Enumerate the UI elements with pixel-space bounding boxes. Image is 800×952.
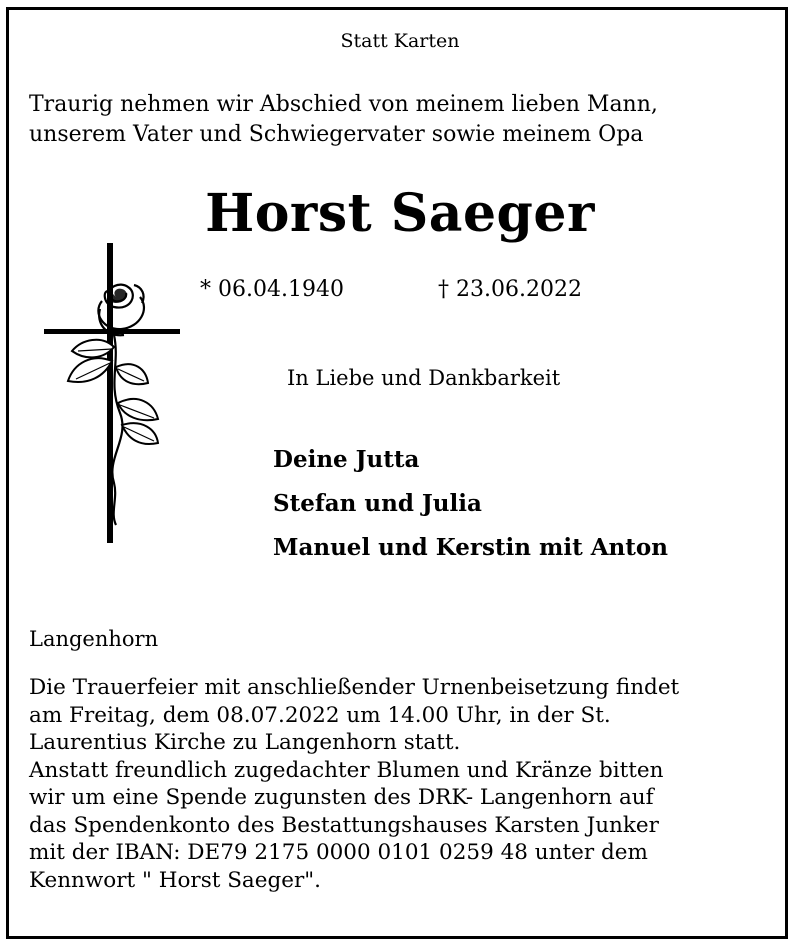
- intro-line: Traurig nehmen wir Abschied von meinem lieben Mann,: [29, 92, 658, 117]
- body-line: wir um eine Spende zugunsten des DRK- Langenhorn auf: [29, 785, 654, 810]
- body-line: Laurentius Kirche zu Langenhorn statt.: [29, 730, 461, 755]
- signer: Manuel und Kerstin mit Anton: [273, 534, 668, 561]
- body-line: Die Trauerfeier mit anschließender Urnenbeisetzung findet: [29, 675, 680, 700]
- signers-list: [273, 438, 668, 570]
- cross-with-rose-icon: [42, 243, 182, 543]
- body-line: mit der IBAN: DE79 2175 0000 0101 0259 48 unter dem: [29, 840, 648, 865]
- death-date: † 23.06.2022: [438, 277, 582, 302]
- dedication-text: In Liebe und Dankbarkeit: [287, 366, 561, 390]
- signer: Deine Jutta: [273, 446, 420, 473]
- place-text: Langenhorn: [29, 627, 159, 651]
- body-line: das Spendenkonto des Bestattungshauses Karsten Junker: [29, 812, 659, 838]
- body-line: am Freitag, dem 08.07.2022 um 14.00 Uhr, in der St.: [29, 702, 611, 728]
- body-line: Kennwort " Horst Saeger".: [29, 867, 321, 893]
- birth-date: * 06.04.1940: [200, 277, 344, 302]
- signer: Stefan und Julia: [273, 490, 482, 517]
- notice-header: Statt Karten: [340, 30, 460, 52]
- body-line: Anstatt freundlich zugedachter Blumen und Kränze bitten: [29, 757, 664, 783]
- intro-text: [29, 90, 658, 150]
- funeral-details: [29, 674, 679, 894]
- intro-line: unserem Vater und Schwiegervater sowie meinem Opa: [29, 122, 644, 147]
- deceased-name: Horst Saeger: [205, 183, 595, 244]
